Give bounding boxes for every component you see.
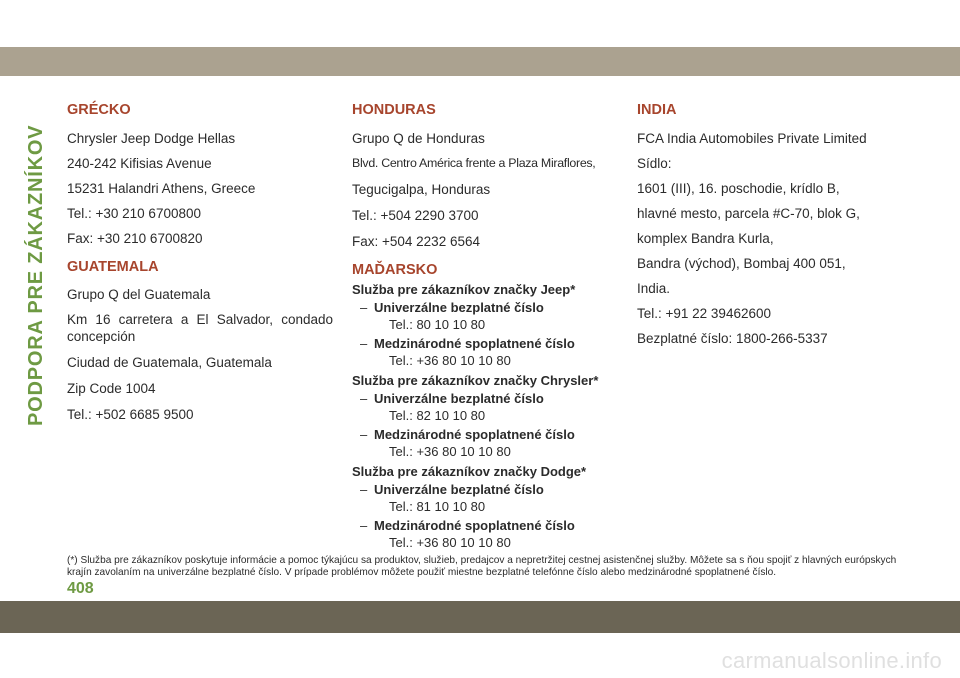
- dodge-international-label: – Medzinárodné spoplatnené číslo: [360, 518, 575, 533]
- jeep-international-value: Tel.: +36 80 10 10 80: [389, 353, 511, 368]
- greece-line: Tel.: +30 210 6700800: [67, 206, 201, 221]
- jeep-international-label: – Medzinárodné spoplatnené číslo: [360, 336, 575, 351]
- honduras-line: Fax: +504 2232 6564: [352, 234, 480, 249]
- brand-chrysler: Služba pre zákazníkov značky Chrysler*: [352, 373, 599, 388]
- india-line: India.: [637, 281, 671, 296]
- brand-dodge: Služba pre zákazníkov značky Dodge*: [352, 464, 587, 479]
- dodge-toll-free-value: Tel.: 81 10 10 80: [389, 499, 486, 514]
- brand-jeep: Služba pre zákazníkov značky Jeep*: [352, 282, 576, 297]
- guatemala-line: Zip Code 1004: [67, 381, 156, 396]
- heading-india: INDIA: [637, 102, 677, 118]
- heading-greece: GRÉCKO: [67, 102, 131, 118]
- india-line: komplex Bandra Kurla,: [637, 231, 774, 246]
- jeep-toll-free-label: – Univerzálne bezplatné číslo: [360, 300, 544, 315]
- footnote: (*) Služba pre zákazníkov poskytuje informácie a pomoc týkajúcu sa produktov, služieb, predajcov a nepretržitej cestnej asistenčnej služby. Môžete sa s ňou spojiť z hlavných európskych krajín zavolaním na univerzálne bezplatné číslo. V prípade problémov môžete použiť miestne bezplatné telefónne číslo alebo medzinárodné spoplatnené číslo.: [67, 555, 897, 578]
- india-line: Sídlo:: [637, 156, 672, 171]
- top-decorative-band: [0, 47, 960, 76]
- honduras-line: Grupo Q de Honduras: [352, 131, 485, 146]
- chrysler-international-label: – Medzinárodné spoplatnené číslo: [360, 427, 575, 442]
- india-line: 1601 (III), 16. poschodie, krídlo B,: [637, 181, 840, 196]
- india-line: Bezplatné číslo: 1800-266-5337: [637, 331, 828, 346]
- honduras-line: Blvd. Centro América frente a Plaza Miraflores,: [352, 156, 596, 170]
- column-left: [67, 100, 333, 423]
- guatemala-line: Tel.: +502 6685 9500: [67, 407, 194, 422]
- heading-honduras: HONDURAS: [352, 102, 436, 118]
- guatemala-line: Km 16 carretera a El Salvador, condado concepción: [67, 312, 333, 344]
- honduras-line: Tegucigalpa, Honduras: [352, 182, 491, 197]
- india-line: Bandra (východ), Bombaj 400 051,: [637, 256, 846, 271]
- page-number: 408: [67, 580, 94, 597]
- greece-line: Chrysler Jeep Dodge Hellas: [67, 131, 236, 146]
- guatemala-line: Ciudad de Guatemala, Guatemala: [67, 355, 272, 370]
- watermark: carmanualsonline.info: [721, 648, 942, 673]
- dodge-toll-free-label: – Univerzálne bezplatné číslo: [360, 482, 544, 497]
- bottom-decorative-band: [0, 601, 960, 633]
- greece-line: 240-242 Kifisias Avenue: [67, 156, 212, 171]
- chrysler-toll-free-label: – Univerzálne bezplatné číslo: [360, 391, 544, 406]
- guatemala-line: Grupo Q del Guatemala: [67, 287, 211, 302]
- honduras-line: Tel.: +504 2290 3700: [352, 208, 479, 223]
- india-line: Tel.: +91 22 39462600: [637, 306, 771, 321]
- chrysler-international-value: Tel.: +36 80 10 10 80: [389, 444, 511, 459]
- dodge-international-value: Tel.: +36 80 10 10 80: [389, 535, 511, 550]
- india-line: hlavné mesto, parcela #C-70, blok G,: [637, 206, 860, 221]
- jeep-toll-free-value: Tel.: 80 10 10 80: [389, 317, 486, 332]
- greece-line: Fax: +30 210 6700820: [67, 231, 203, 246]
- heading-hungary: MAĎARSKO: [352, 262, 438, 278]
- heading-guatemala: GUATEMALA: [67, 259, 159, 275]
- chrysler-toll-free-value: Tel.: 82 10 10 80: [389, 408, 486, 423]
- india-line: FCA India Automobiles Private Limited: [637, 131, 867, 146]
- side-section-title: PODPORA PRE ZÁKAZNÍKOV: [25, 124, 47, 426]
- column-right: [637, 100, 937, 347]
- column-middle: [352, 100, 620, 551]
- greece-line: 15231 Halandri Athens, Greece: [67, 181, 256, 196]
